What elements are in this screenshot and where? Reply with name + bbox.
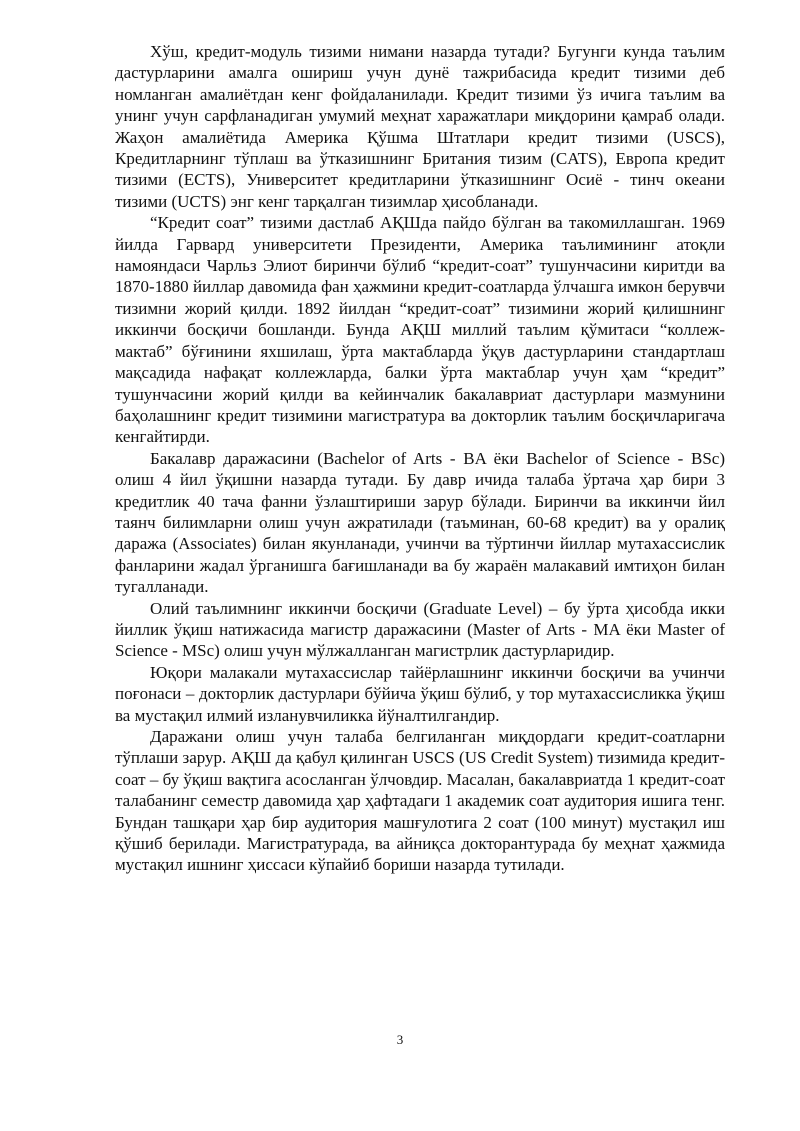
paragraph-credit-hour-history: “Кредит соат” тизими дастлаб АҚШда пайдо бўлган ва такомиллашган. 1969 йилда Гарвард университети Президенти, Америка таълимининг атоқли намояндаси Чарльз Элиот биринчи бўлиб “кредит-соат” тушунчасини киритди ва 1870-1880 йиллар давомида фан ҳажмини кредит-соатларда ўлчашга имкон берувчи тизимни жорий қилди. 1892 йилдан “кредит-соат” тизимини жорий қилишнинг иккинчи босқичи бошланди. Бунда АҚШ миллий таълим қўмитаси “коллеж-мактаб” бўғинини яхшилаш, ўрта мактабларда ўқув дастурларини стандартлаш мақсадида нафақат коллежларда, балки ўрта мактаблар учун ҳам “кредит” тушунчасини жорий қилди ва кейинчалик бакалавриат дастурлари мазмунини баҳолашнинг кредит тизимини магистратура ва докторлик таълим босқичларигача кенгайтирди.: [115, 213, 725, 447]
document-body: [115, 41, 725, 876]
paragraph-doctoral-programs: Юқори малакали мутахассислар тайёрлашнинг иккинчи босқичи ва учинчи поғонаси – докторлик дастурлари бўйича ўқиш бўлиб, у тор мутахассисликка ўқиш ва мустақил илмий изланувчиликка йўналтилгандир.: [115, 662, 725, 725]
paragraph-bachelor-degree: Бакалавр даражасини (Bachelor of Arts - BA ёки Bachelor of Science - BSc) олиш 4 йил ўқишни назарда тутади. Бу давр ичида талаба ўртача ҳар бири 3 кредитлик 40 тача фанни ўзлаштириши зарур бўлади. Биринчи ва иккинчи йил таянч билимларни олиш учун ажратилади (таъминан, 60-68 кредит) ва у оралиқ даража (Associates) билан якунланади, учинчи ва тўртинчи йиллар мутахассислик фанларини жадал ўрганишга бағишланади ва бу жараён малакавий имтиҳон билан тугалланади.: [115, 448, 725, 597]
paragraph-graduate-level: Олий таълимнинг иккинчи босқичи (Graduate Level) – бу ўрта ҳисобда икки йиллик ўқиш натижасида магистр даражасини (Master of Arts - MA ёки Master of Science - MSc) олиш учун мўлжалланган магистрлик дастурларидир.: [115, 598, 725, 661]
page-number: 3: [396, 1032, 404, 1047]
paragraph-credit-system-intro: Хўш, кредит-модуль тизими нимани назарда тутади? Бугунги кунда таълим дастурларини амалга ошириш учун дунё тажрибасида кредит тизими деб номланган амалиётдан кенг фойдаланилади. Кредит тизими ўз ичига таълим ва унинг учун сарфланадиган умумий меҳнат харажатлари миқдорини қамраб олади. Жаҳон амалиётида Америка Қўшма Штатлари кредит тизими (USCS), Кредитларнинг тўплаш ва ўтказишнинг Британия тизим (CATS), Европа кредит тизими (ECTS), Университет кредитларини ўтказишнинг Осиё - тинч океани тизими (UCTS) энг кенг тарқалган тизимлар ҳисобланади.: [115, 42, 725, 211]
paragraph-credit-hours-requirement: Даражани олиш учун талаба белгиланган миқдордаги кредит-соатларни тўплаши зарур. АҚШ да қабул қилинган USCS (US Credit System) тизимида кредит-соат – бу ўқиш вақтига асосланган ўлчовдир. Масалан, бакалавриатда 1 кредит-соат талабанинг семестр давомида ҳар ҳафтадаги 1 академик соат аудитория ишига тенг. Бундан ташқари ҳар бир аудитория машғулотига 2 соат (100 минут) мустақил иш қўшиб берилади. Магистратурада, ва айниқса докторантурада бу меҳнат ҳажмида мустақил ишнинг ҳиссаси кўпайиб бориши назарда тутилади.: [115, 727, 725, 875]
